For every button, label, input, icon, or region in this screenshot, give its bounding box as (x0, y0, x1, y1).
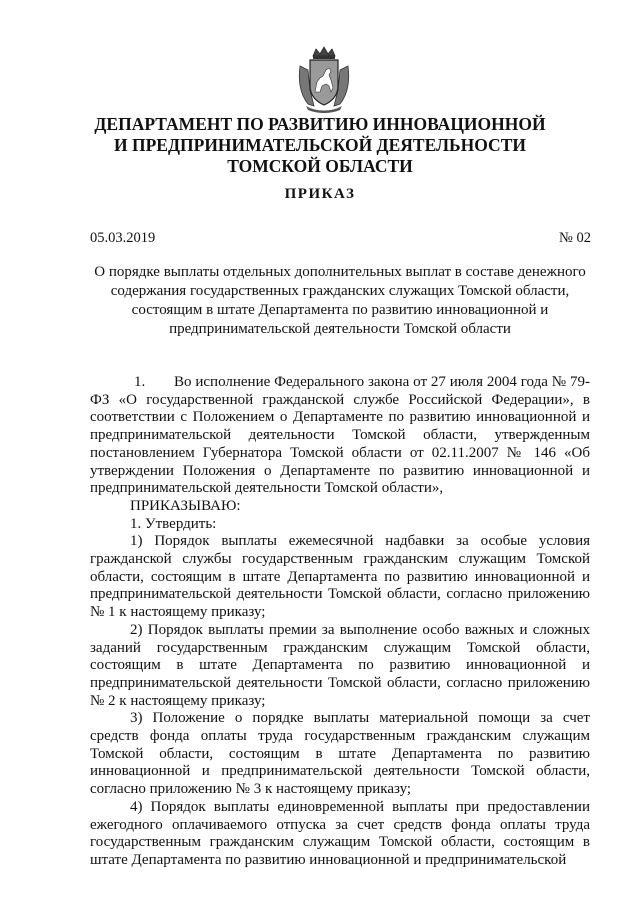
item-number: 1. (134, 374, 146, 390)
paragraph-item-1 (90, 374, 590, 498)
document-type: ПРИКАЗ (284, 186, 356, 202)
list-item: 3) Положение о порядке выплаты материальной помощи за счет средств фонда оплаты труда государственным гражданским служащим Томской области, состоящим в штате Департамента по развитию инновационной и предпринимательской деятельности Томской области, согласно приложению № 3 к настоящему приказу; (90, 710, 590, 798)
approve-line: 1. Утвердить: (130, 515, 217, 532)
document-number: № 02 (559, 230, 591, 246)
department-line: ДЕПАРТАМЕНТ ПО РАЗВИТИЮ ИННОВАЦИОННОЙ (94, 114, 546, 134)
department-line: ТОМСКОЙ ОБЛАСТИ (227, 156, 413, 176)
document-body (90, 374, 590, 870)
list-item: 2) Порядок выплаты премии за выполнение особо важных и сложных заданий государственным гражданским служащим Томской области, состоящим в штате Департамента по развитию инновационной и предпринимательской деятельности Томской области, согласно приложению № 2 к настоящему приказу; (90, 621, 590, 709)
department-line: И ПРЕДПРИНИМАТЕЛЬСКОЙ ДЕЯТЕЛЬНОСТИ (114, 135, 526, 155)
document-subject: О порядке выплаты отдельных дополнительных выплат в составе денежного содержания государственных гражданских служащих Томской области, состоящим в штате Департамента по развитию инновационной и предпринимательской деятельности Томской области (94, 264, 586, 337)
item-text: Во исполнение Федерального закона от 27 июля 2004 года № 79-ФЗ «О государственной гражданской службе Российской Федерации», в соответствии с Положением о Департаменте по развитию инновационной и предпринимательской деятельности Томской области, утвержденным постановлением Губернатора Томской области от 02.11.2007 № 146 «Об утверждении Положения о Департаменте по развитию инновационной и предпринимательской деятельности Томской области», (90, 374, 590, 497)
coat-of-arms-icon (296, 46, 352, 114)
list-item: 4) Порядок выплаты единовременной выплаты при предоставлении ежегодного оплачиваемого отпуска за счет средств фонда оплаты труда государственным гражданским служащим Томской области, состоящим в штате Департамента по развитию инновационной и предпринимательской (90, 798, 590, 868)
list-item: 1) Порядок выплаты ежемесячной надбавки за особые условия гражданской службы государственным гражданским служащим Томской области, состоящим в штате Департамента по развитию инновационной и предпринимательской деятельности Томской области, согласно приложению № 1 к настоящему приказу; (90, 533, 590, 621)
document-date: 05.03.2019 (90, 230, 156, 246)
department-name (60, 114, 580, 177)
order-word: ПРИКАЗЫВАЮ: (130, 497, 241, 514)
